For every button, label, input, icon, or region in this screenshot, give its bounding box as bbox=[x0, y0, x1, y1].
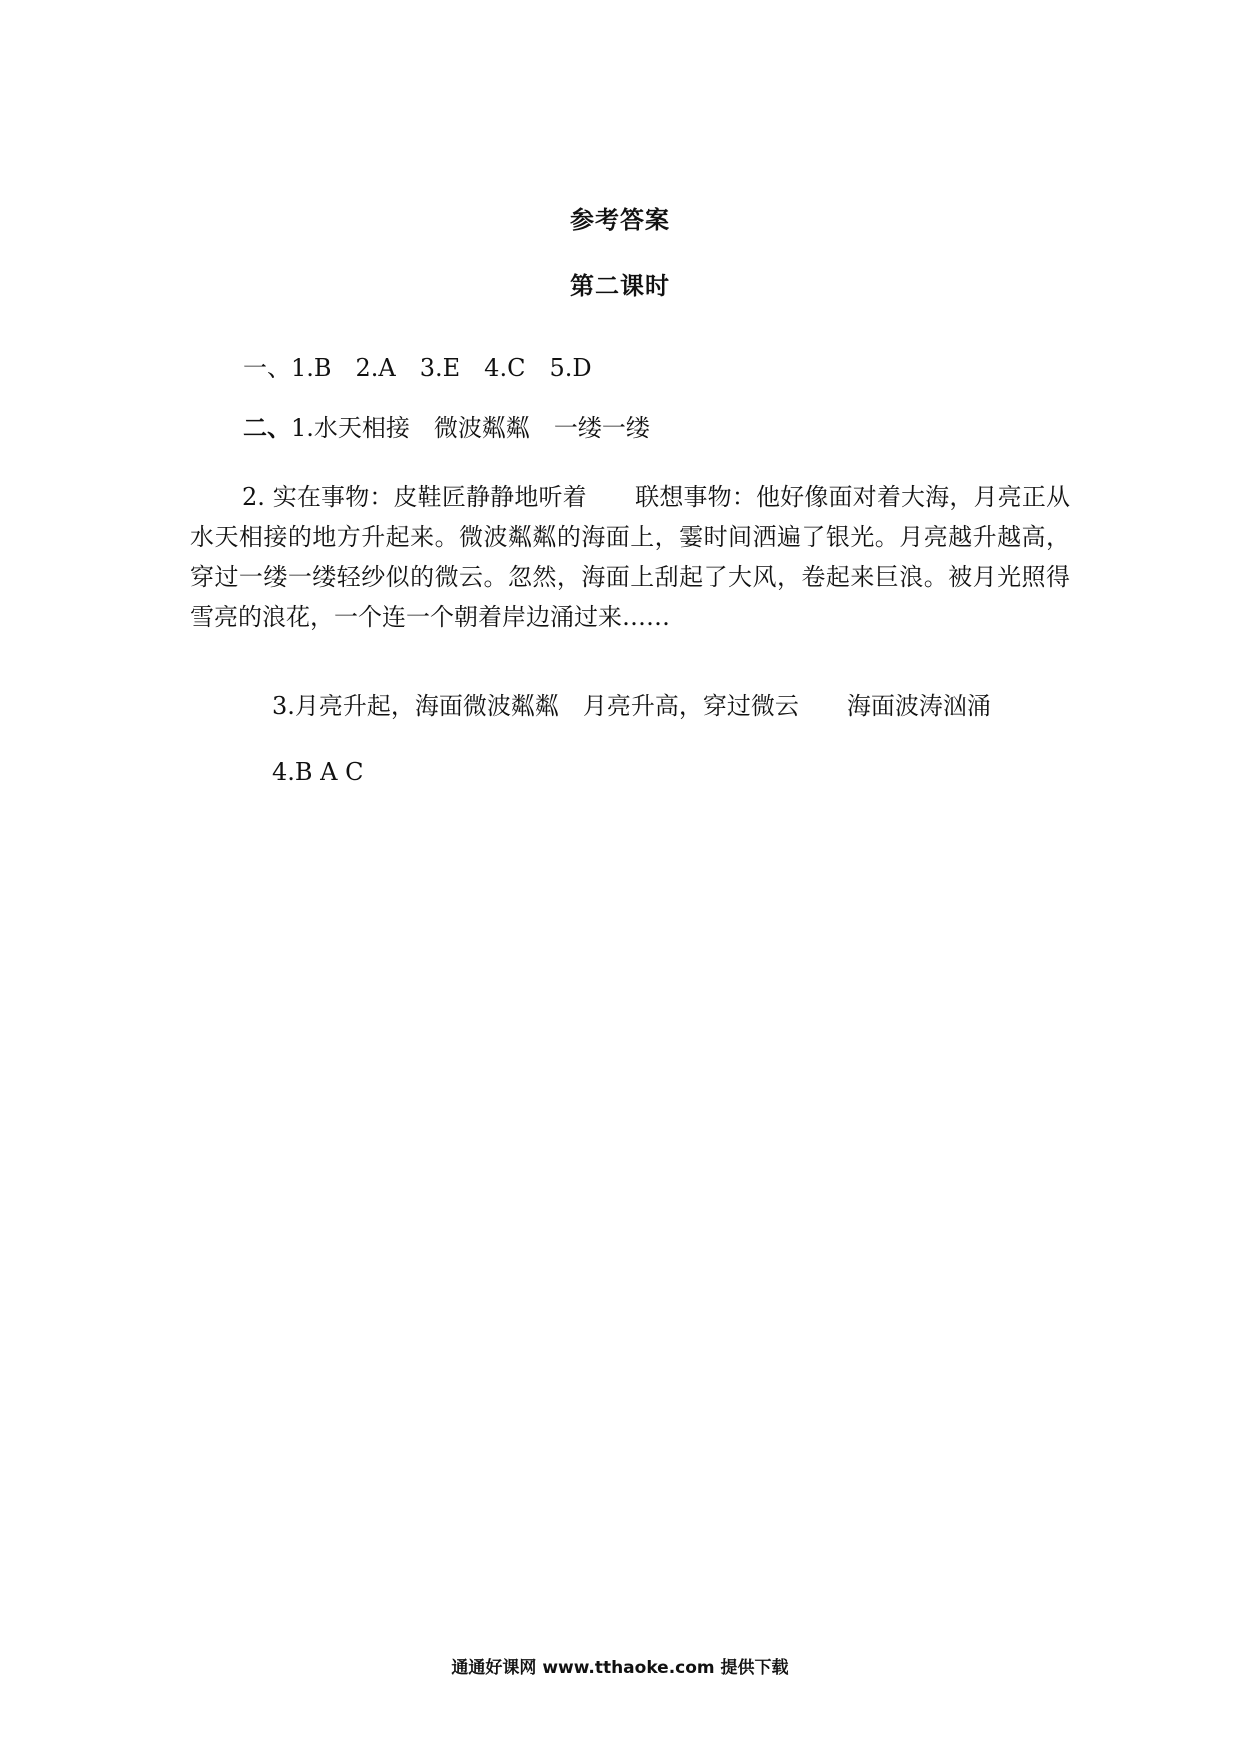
answer-section-2 bbox=[243, 412, 650, 444]
answer-item-3: 3.月亮升起，海面微波粼粼 月亮升高，穿过微云 海面波涛汹涌 bbox=[272, 692, 991, 720]
section-2-text: 1.水天相接 微波粼粼 一缕一缕 bbox=[291, 414, 650, 442]
footer-source: 通通好课网 www.tthaoke.com 提供下载 bbox=[451, 1658, 789, 1678]
answer-item-2: 2. 实在事物：皮鞋匠静静地听着 联想事物：他好像面对着大海，月亮正从水天相接的地方升起来。微波粼粼的海面上，霎时间洒遍了银光。月亮越升越高，穿过一缕一缕轻纱似的微云。忽然，海面上刮起了大风，卷起来巨浪。被月光照得雪亮的浪花，一个连一个朝着岸边涌过来…… bbox=[190, 483, 1070, 631]
answer-section-1: 一、1.B 2.A 3.E 4.C 5.D bbox=[243, 354, 592, 382]
answer-item-4: 4.B A C bbox=[272, 758, 364, 786]
page-subtitle: 第二课时 bbox=[570, 272, 670, 300]
section-2-number: 二、 bbox=[243, 414, 291, 442]
page-title: 参考答案 bbox=[570, 206, 670, 234]
